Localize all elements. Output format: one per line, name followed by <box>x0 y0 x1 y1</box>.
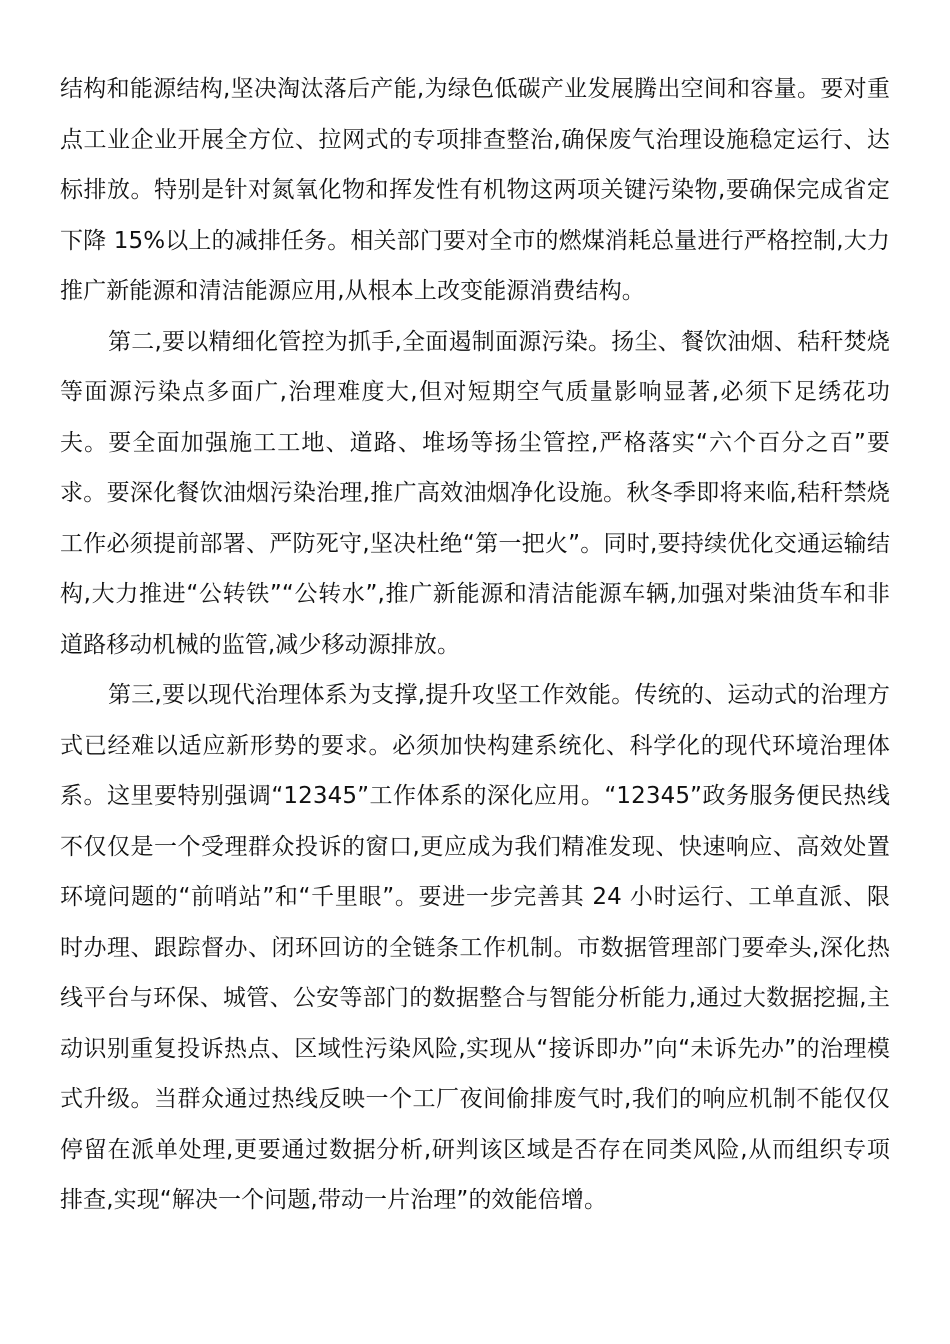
paragraph-third-point: 第三,要以现代治理体系为支撑,提升攻坚工作效能。传统的、运动式的治理方式已经难以适应新形势的要求。必须加快构建系统化、科学化的现代环境治理体系。这里要特别强调“12345”工作体系的深化应用。“12345”政务服务便民热线不仅仅是一个受理群众投诉的窗口,更应成为我们精准发现、快速响应、高效处置环境问题的“前哨站”和“千里眼”。要进一步完善其 24 小时运行、工单直派、限时办理、跟踪督办、闭环回访的全链条工作机制。市数据管理部门要牵头,深化热线平台与环保、城管、公安等部门的数据整合与智能分析能力,通过大数据挖掘,主动识别重复投诉热点、区域性污染风险,实现从“接诉即办”向“未诉先办”的治理模式升级。当群众通过热线反映一个工厂夜间偷排废气时,我们的响应机制不能仅仅停留在派单处理,更要通过数据分析,研判该区域是否存在同类风险,从而组织专项排查,实现“解决一个问题,带动一片治理”的效能倍增。 <box>60 682 890 1213</box>
paragraph-second-point: 第二,要以精细化管控为抓手,全面遏制面源污染。扬尘、餐饮油烟、秸秆焚烧等面源污染点多面广,治理难度大,但对短期空气质量影响显著,必须下足绣花功夫。要全面加强施工工地、道路、堆场等扬尘管控,严格落实“六个百分之百”要求。要深化餐饮油烟污染治理,推广高效油烟净化设施。秋冬季即将来临,秸秆禁烧工作必须提前部署、严防死守,坚决杜绝“第一把火”。同时,要持续优化交通运输结构,大力推进“公转铁”“公转水”,推广新能源和清洁能源车辆,加强对柴油货车和非道路移动机械的监管,减少移动源排放。 <box>60 328 890 658</box>
paragraph-energy-structure: 结构和能源结构,坚决淘汰落后产能,为绿色低碳产业发展腾出空间和容量。要对重点工业企业开展全方位、拉网式的专项排查整治,确保废气治理设施稳定运行、达标排放。特别是针对氮氧化物和挥发性有机物这两项关键污染物,要确保完成省定下降 15%以上的减排任务。相关部门要对全市的燃煤消耗总量进行严格控制,大力推广新能源和清洁能源应用,从根本上改变能源消费结构。 <box>60 76 890 304</box>
